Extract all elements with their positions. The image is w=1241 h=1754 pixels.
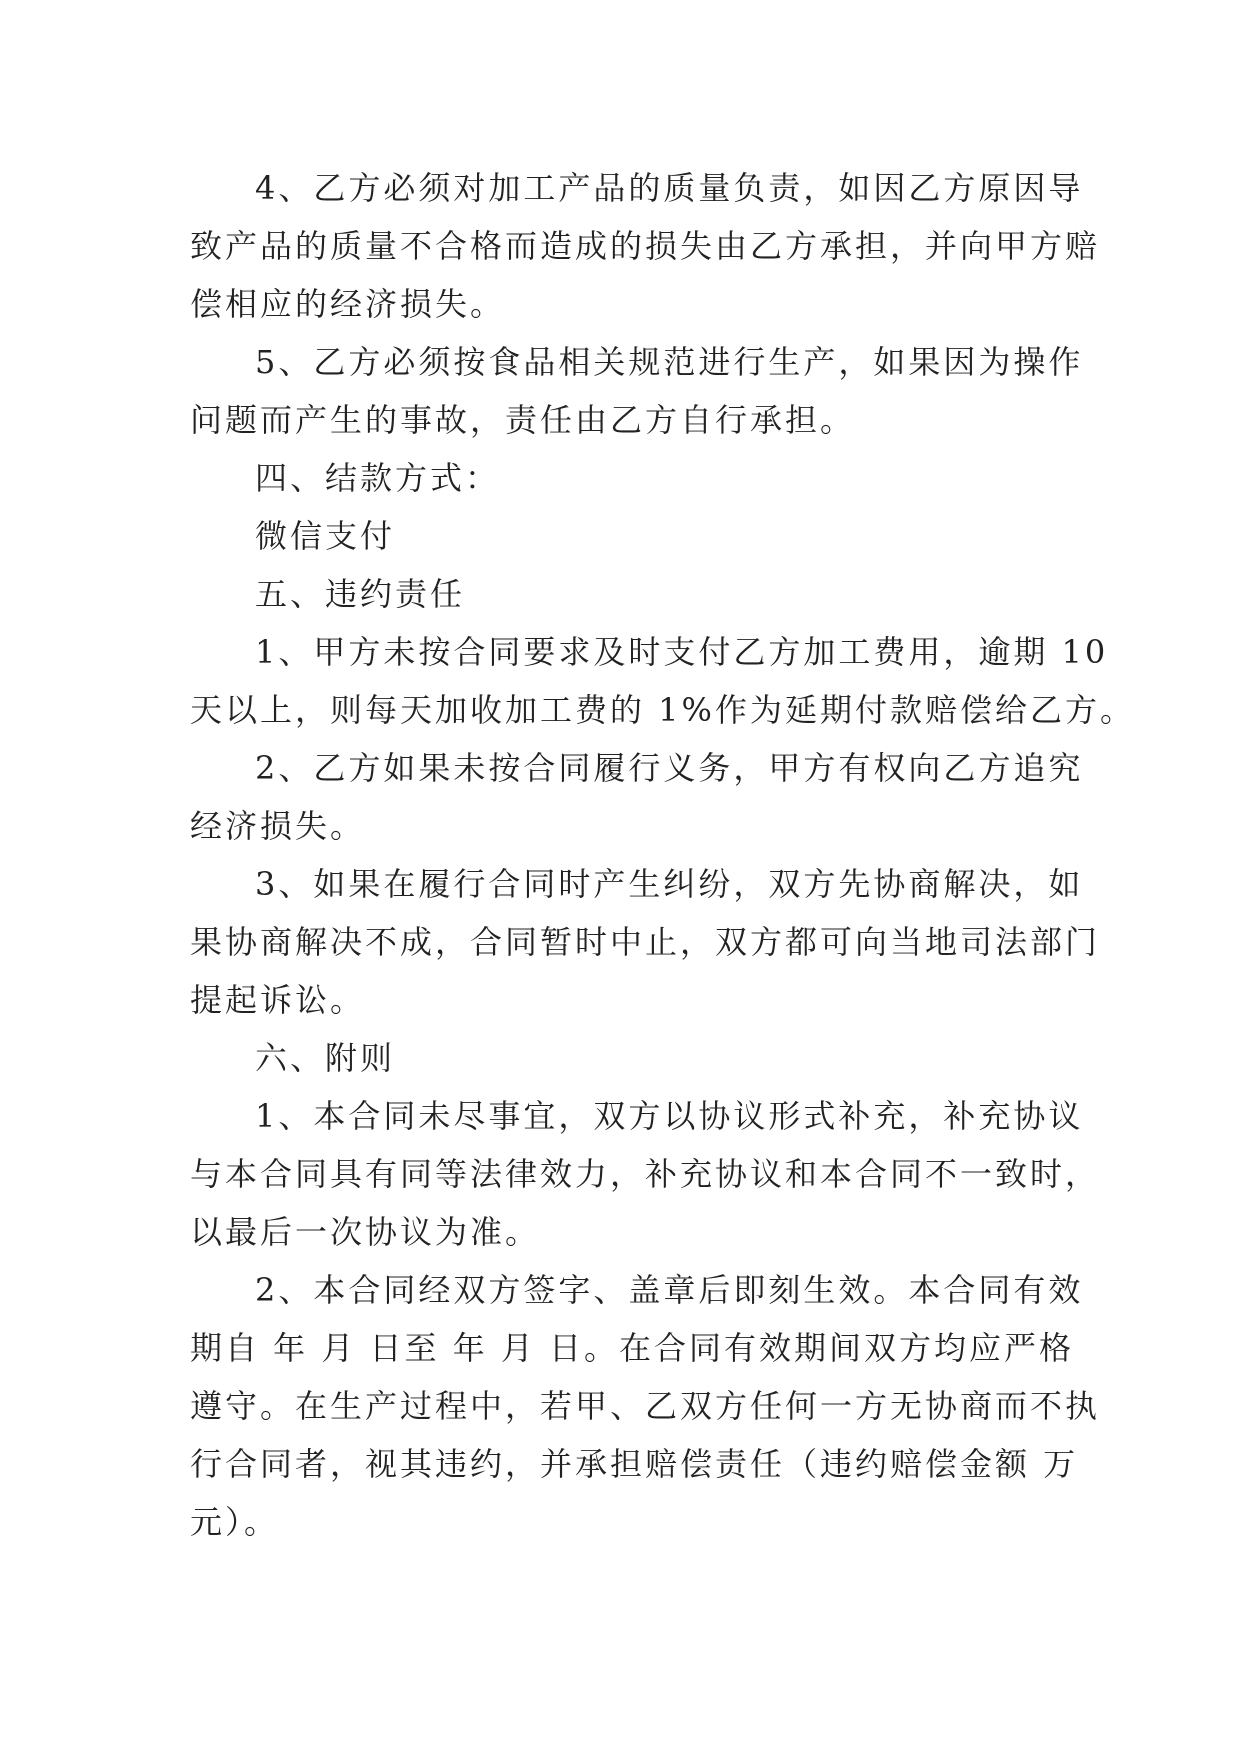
para-4-line-2: 致产品的质量不合格而造成的损失由乙方承担，并向甲方赔 <box>190 227 1101 265</box>
para-5-line-1: 5、乙方必须按食品相关规范进行生产，如果因为操作 <box>255 343 1084 381</box>
appendix-2-line-2: 期自 年 月 日至 年 月 日。在合同有效期间双方均应严格 <box>190 1329 1075 1367</box>
section-heading-liability: 五、违约责任 <box>255 575 466 613</box>
payment-method: 微信支付 <box>255 517 396 555</box>
para-4-line-1: 4、乙方必须对加工产品的质量负责，如因乙方原因导 <box>255 169 1084 207</box>
para-5-line-2: 问题而产生的事故，责任由乙方自行承担。 <box>190 401 856 439</box>
appendix-2-line-1: 2、本合同经双方签字、盖章后即刻生效。本合同有效 <box>255 1271 1084 1309</box>
section-heading-appendix: 六、附则 <box>255 1039 396 1077</box>
appendix-2-line-5: 元）。 <box>190 1503 280 1541</box>
liability-1-line-1: 1、甲方未按合同要求及时支付乙方加工费用，逾期 10 <box>255 633 1109 671</box>
appendix-1-line-2: 与本合同具有同等法律效力，补充协议和本合同不一致时， <box>190 1155 1101 1193</box>
liability-2-line-2: 经济损失。 <box>190 807 366 845</box>
liability-3-line-1: 3、如果在履行合同时产生纠纷，双方先协商解决，如 <box>255 865 1084 903</box>
liability-1-line-2: 天以上，则每天加收加工费的 1%作为延期付款赔偿给乙方。 <box>190 691 1135 729</box>
appendix-2-line-4: 行合同者，视其违约，并承担赔偿责任（违约赔偿金额 万 <box>190 1445 1079 1483</box>
liability-3-line-3: 提起诉讼。 <box>190 981 366 1019</box>
liability-3-line-2: 果协商解决不成，合同暂时中止，双方都可向当地司法部门 <box>190 923 1101 961</box>
appendix-1-line-1: 1、本合同未尽事宜，双方以协议形式补充，补充协议 <box>255 1097 1084 1135</box>
appendix-2-line-3: 遵守。在生产过程中，若甲、乙双方任何一方无协商而不执 <box>190 1387 1101 1425</box>
section-heading-payment: 四、结款方式： <box>255 459 501 497</box>
liability-2-line-1: 2、乙方如果未按合同履行义务，甲方有权向乙方追究 <box>255 749 1084 787</box>
appendix-1-line-3: 以最后一次协议为准。 <box>190 1213 541 1251</box>
para-4-line-3: 偿相应的经济损失。 <box>190 285 506 323</box>
